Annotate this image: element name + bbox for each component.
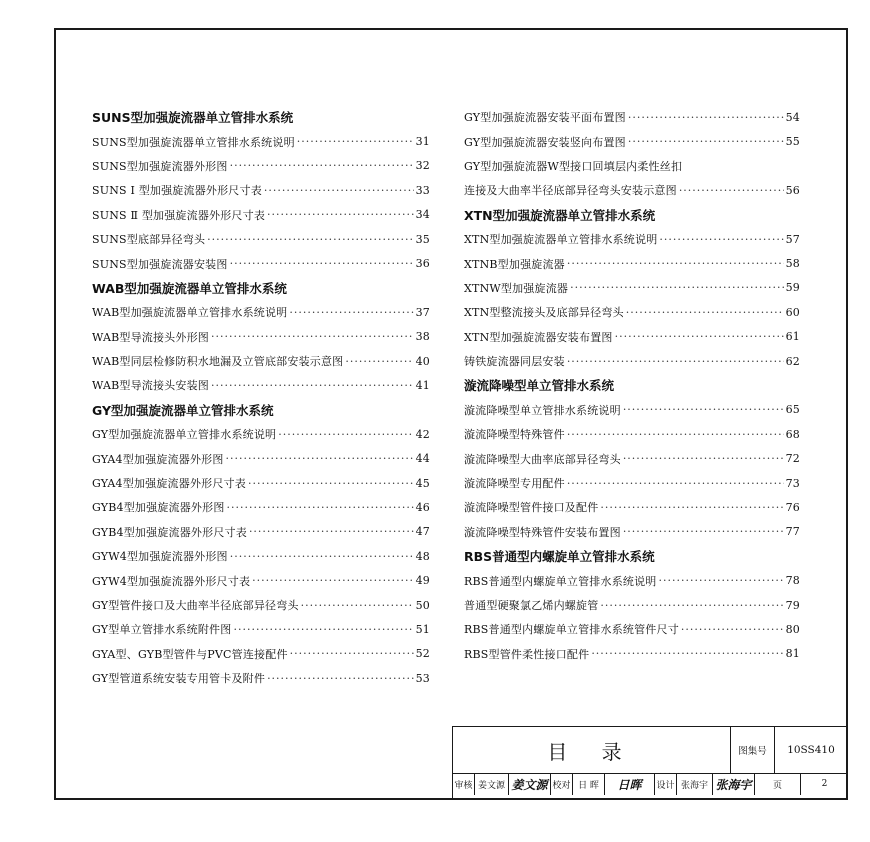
- toc-entry-title: GY型加强旋流器单立管排水系统说明: [92, 428, 277, 442]
- toc-entry[interactable]: [464, 593, 800, 617]
- toc-entry-title: 漩流降噪型特殊管件: [464, 428, 565, 442]
- toc-entry[interactable]: [464, 617, 800, 641]
- toc-page-number: 55: [785, 135, 800, 149]
- toc-entry[interactable]: [92, 642, 430, 666]
- dot-leader: [211, 379, 414, 392]
- toc-page-number: 42: [415, 427, 430, 441]
- toc-entry[interactable]: [92, 520, 430, 544]
- toc-section-heading: SUNS型加强旋流器单立管排水系统: [92, 110, 294, 126]
- toc-page-number: 32: [415, 159, 430, 173]
- toc-page-number: 34: [415, 208, 430, 222]
- toc-page-number: 31: [415, 135, 430, 149]
- dot-leader: [267, 208, 414, 221]
- toc-entry[interactable]: [464, 129, 800, 153]
- designer-name: 张海宇: [677, 773, 713, 795]
- toc-page-number: 36: [415, 257, 430, 271]
- check-label: 校对: [551, 773, 573, 795]
- toc-entry-title: SUNS Ⅰ 型加强旋流器外形尺寸表: [92, 184, 262, 198]
- toc-entry[interactable]: [464, 178, 800, 202]
- toc-page-number: 81: [785, 647, 800, 661]
- toc-entry-title: XTN型整流接头及底部异径弯头: [464, 306, 624, 320]
- reviewer-signature: 姜文源: [509, 773, 551, 795]
- toc-page-number: 48: [415, 549, 430, 563]
- toc-page-number: 68: [785, 427, 800, 441]
- toc-page-number: 52: [415, 647, 430, 661]
- toc-entry-title: 漩流降噪型专用配件: [464, 477, 565, 491]
- toc-entry-title: 普通型硬聚氯乙烯内螺旋管: [464, 599, 599, 612]
- toc-entry[interactable]: [92, 544, 430, 568]
- dot-leader: [628, 135, 784, 148]
- toc-entry-title: SUNS Ⅱ 型加强旋流器外形尺寸表: [92, 208, 266, 222]
- dot-leader: [567, 477, 784, 490]
- toc-entry-title: GY型管道系统安装专用管卡及附件: [92, 672, 266, 686]
- toc-page-number: 46: [415, 500, 430, 514]
- toc-section-heading: WAB型加强旋流器单立管排水系统: [92, 280, 287, 296]
- toc-page-number: 78: [785, 574, 800, 588]
- toc-entry[interactable]: [464, 520, 800, 544]
- dot-leader: [248, 477, 414, 490]
- toc-page-number: 54: [785, 110, 800, 124]
- toc-page-number: 59: [785, 281, 800, 295]
- toc-entry[interactable]: [464, 471, 800, 495]
- toc-page-number: 77: [785, 525, 800, 539]
- toc-entry-title: 漩流降噪型特殊管件安装布置图: [464, 525, 621, 539]
- dot-leader: [570, 281, 783, 294]
- toc-section-heading: 漩流降噪型单立管排水系统: [464, 378, 615, 394]
- toc-section-heading: GY型加强旋流器单立管排水系统: [92, 402, 274, 418]
- review-label: 审核: [453, 773, 475, 795]
- dot-leader: [567, 428, 784, 441]
- toc-page-number: 73: [785, 476, 800, 490]
- title-block: [452, 726, 848, 798]
- checker-name: 日 晖: [573, 773, 605, 795]
- dot-leader: [227, 501, 414, 514]
- dot-leader: [628, 111, 784, 124]
- toc-entry-title: WAB型导流接头安装图: [92, 379, 209, 393]
- toc-entry-title: XTNB型加强旋流器: [464, 257, 565, 271]
- toc-page-number: 51: [415, 622, 430, 636]
- toc-entry[interactable]: [92, 373, 430, 397]
- toc-page-number: 47: [415, 525, 430, 539]
- toc-entry[interactable]: [92, 617, 430, 641]
- dot-leader: [252, 574, 413, 587]
- toc-entry[interactable]: [92, 178, 430, 202]
- toc-entry-title: XTNW型加强旋流器: [464, 281, 569, 295]
- toc-entry[interactable]: [92, 154, 430, 178]
- dot-leader: [600, 501, 783, 514]
- toc-entry[interactable]: [92, 227, 430, 251]
- dot-leader: [297, 135, 414, 148]
- toc-entry-title: GY型加强旋流器安装平面布置图: [464, 111, 626, 125]
- toc-section-heading: XTN型加强旋流器单立管排水系统: [464, 207, 656, 223]
- toc-page-number: 58: [785, 257, 800, 271]
- toc-entry-title: GYW4型加强旋流器外形图: [92, 550, 228, 564]
- toc-entry-title: 连接及大曲率半径底部异径弯头安装示意图: [464, 184, 677, 198]
- designer-signature: 张海宇: [713, 773, 755, 795]
- toc-entry[interactable]: [464, 276, 800, 300]
- dot-leader: [226, 452, 414, 465]
- toc-page-number: 44: [415, 452, 430, 466]
- toc-page-number: 37: [415, 305, 430, 319]
- dot-leader: [301, 599, 414, 612]
- toc-entry-title: WAB型导流接头外形图: [92, 330, 209, 344]
- toc-entry[interactable]: [464, 325, 800, 349]
- toc-entry[interactable]: [92, 300, 430, 324]
- toc-entry-continued: GY型加强旋流器W型接口回填层内柔性丝扣: [464, 159, 683, 173]
- dot-leader: [230, 257, 414, 270]
- toc-entry[interactable]: [464, 422, 800, 446]
- toc-entry-title: RBS普通型内螺旋单立管排水系统管件尺寸: [464, 623, 679, 637]
- toc-entry-title: SUNS型加强旋流器安装图: [92, 257, 228, 271]
- toc-page-number: 76: [785, 500, 800, 514]
- toc-entry[interactable]: [464, 227, 800, 251]
- toc-entry[interactable]: [464, 300, 800, 324]
- toc-entry-title: RBS型管件柔性接口配件: [464, 647, 590, 661]
- toc-page-number: 40: [415, 354, 430, 368]
- toc-page-number: 33: [415, 183, 430, 197]
- dot-leader: [567, 355, 784, 368]
- dot-leader: [659, 233, 783, 246]
- toc-entry[interactable]: [92, 251, 430, 275]
- toc-entry-title: GY型单立管排水系统附件图: [92, 623, 232, 637]
- toc-entry-title: RBS普通型内螺旋单立管排水系统说明: [464, 574, 657, 588]
- toc-entry[interactable]: [92, 471, 430, 495]
- toc-entry-title: GY型管件接口及大曲率半径底部异径弯头: [92, 599, 299, 612]
- toc-page-number: 72: [785, 452, 800, 466]
- dot-leader: [233, 623, 413, 636]
- design-label: 设计: [655, 773, 677, 795]
- dot-leader: [211, 330, 414, 343]
- toc-entry[interactable]: [92, 129, 430, 153]
- atlas-number-label: 图集号: [731, 727, 775, 773]
- toc-entry-title: SUNS型加强旋流器单立管排水系统说明: [92, 135, 295, 149]
- toc-entry-title: 漩流降噪型单立管排水系统说明: [464, 403, 621, 417]
- toc-entry[interactable]: [92, 446, 430, 470]
- toc-entry-title: SUNS型底部异径弯头: [92, 233, 206, 247]
- toc-page-number: 57: [785, 232, 800, 246]
- toc-entry[interactable]: [464, 105, 800, 129]
- toc-page-number: 62: [785, 354, 800, 368]
- dot-leader: [623, 452, 784, 465]
- toc-entry[interactable]: [464, 446, 800, 470]
- dot-leader: [615, 330, 784, 343]
- toc-entry[interactable]: [464, 398, 800, 422]
- dot-leader: [278, 428, 413, 441]
- toc-page-number: 80: [785, 622, 800, 636]
- toc-entry[interactable]: [92, 325, 430, 349]
- toc-entry-title: GYA4型加强旋流器外形尺寸表: [92, 477, 246, 491]
- toc-entry[interactable]: [464, 568, 800, 592]
- toc-left-column: [92, 105, 430, 690]
- atlas-number: 10SS410: [787, 744, 835, 756]
- dot-leader: [267, 672, 414, 685]
- dot-leader: [600, 599, 783, 612]
- toc-entry-title: WAB型同层检修防积水地漏及立管底部安装示意图: [92, 355, 344, 369]
- toc-entry-title: GYA4型加强旋流器外形图: [92, 452, 224, 466]
- toc-page-number: 45: [415, 476, 430, 490]
- dot-leader: [207, 233, 413, 246]
- toc-entry-title: GY型加强旋流器安装竖向布置图: [464, 135, 626, 149]
- dot-leader: [567, 257, 784, 270]
- toc-page-number: 41: [415, 378, 430, 392]
- dot-leader: [623, 403, 784, 416]
- toc-entry[interactable]: [92, 422, 430, 446]
- toc-right-column: [464, 105, 800, 666]
- page-number: 2: [821, 779, 828, 789]
- sheet-title: 目 录: [453, 727, 731, 773]
- toc-entry[interactable]: [92, 203, 430, 227]
- dot-leader: [264, 184, 414, 197]
- toc-page-number: 79: [785, 598, 800, 612]
- toc-section-heading: RBS普通型内螺旋单立管排水系统: [464, 549, 655, 565]
- dot-leader: [289, 306, 413, 319]
- toc-entry-title: GYB4型加强旋流器外形图: [92, 501, 225, 515]
- toc-entry-title: SUNS型加强旋流器外形图: [92, 159, 228, 173]
- toc-entry-title: GYW4型加强旋流器外形尺寸表: [92, 574, 251, 588]
- checker-signature: 日晖: [605, 773, 655, 795]
- toc-entry[interactable]: [464, 251, 800, 275]
- toc-entry[interactable]: [92, 593, 430, 617]
- toc-page-number: 65: [785, 403, 800, 417]
- dot-leader: [659, 574, 784, 587]
- dot-leader: [230, 550, 414, 563]
- toc-page-number: 60: [785, 305, 800, 319]
- toc-entry[interactable]: [464, 349, 800, 373]
- toc-page-number: 38: [415, 330, 430, 344]
- toc-entry-title: GYB4型加强旋流器外形尺寸表: [92, 525, 247, 539]
- toc-entry[interactable]: [92, 349, 430, 373]
- dot-leader: [681, 623, 784, 636]
- toc-entry-title: 漩流降噪型大曲率底部异径弯头: [464, 452, 621, 466]
- toc-entry-title: WAB型加强旋流器单立管排水系统说明: [92, 306, 288, 320]
- toc-page-number: 35: [415, 232, 430, 246]
- dot-leader: [679, 184, 784, 197]
- toc-entry-title: XTN型加强旋流器单立管排水系统说明: [464, 233, 658, 247]
- dot-leader: [230, 159, 414, 172]
- toc-entry-title: GYA型、GYB型管件与PVC管连接配件: [92, 647, 288, 661]
- dot-leader: [249, 525, 414, 538]
- dot-leader: [626, 306, 784, 319]
- toc-page-number: 56: [785, 183, 800, 197]
- toc-entry-title: XTN型加强旋流器安装布置图: [464, 330, 613, 344]
- toc-page-number: 61: [785, 330, 800, 344]
- toc-entry[interactable]: [464, 642, 800, 666]
- toc-entry[interactable]: [92, 568, 430, 592]
- toc-page-number: 53: [415, 671, 430, 685]
- dot-leader: [623, 525, 784, 538]
- page-label: 页: [755, 773, 801, 795]
- toc-page-number: 50: [415, 598, 430, 612]
- toc-entry-title: 铸铁旋流器同层安装: [464, 355, 565, 369]
- toc-page-number: 49: [415, 574, 430, 588]
- toc-entry[interactable]: [92, 495, 430, 519]
- dot-leader: [345, 355, 413, 368]
- dot-leader: [290, 647, 414, 660]
- toc-entry-title: 漩流降噪型管件接口及配件: [464, 501, 599, 515]
- toc-entry[interactable]: [92, 666, 430, 690]
- dot-leader: [591, 647, 783, 660]
- toc-entry[interactable]: [464, 495, 800, 519]
- reviewer-name: 姜文源: [475, 773, 509, 795]
